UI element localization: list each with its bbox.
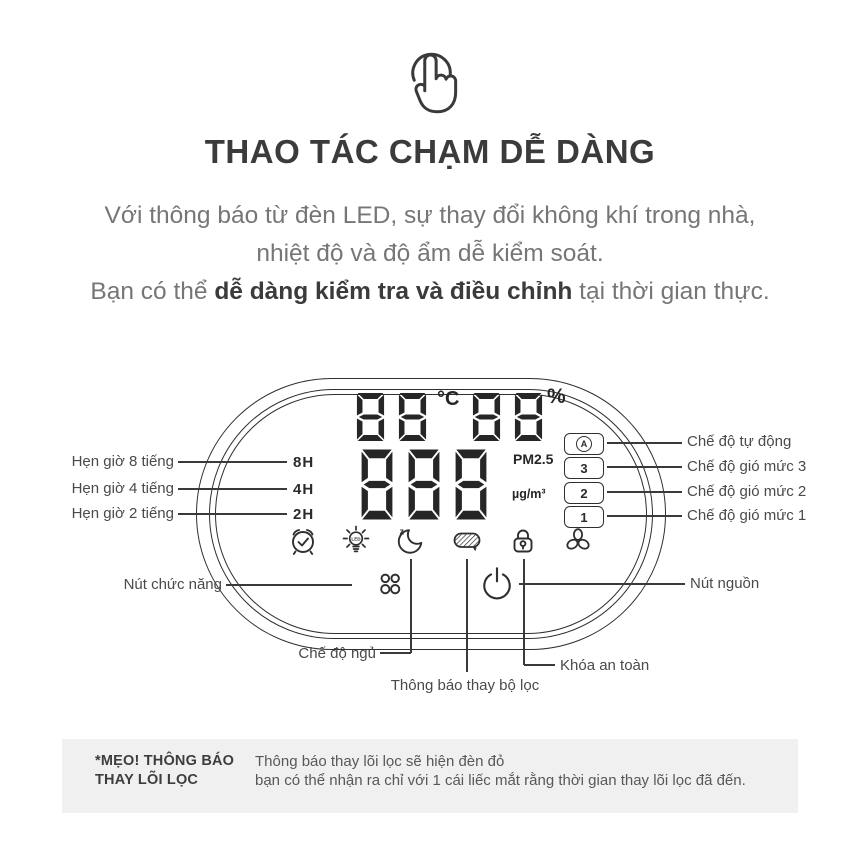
fan-speed-3-indicator: 3 <box>564 457 604 479</box>
callout-sleep-mode: Chế độ ngủ <box>298 645 376 662</box>
callout-auto-mode: Chế độ tự động <box>687 433 792 450</box>
leader-line-lock-vertical <box>523 559 525 665</box>
alarm-clock-icon <box>287 525 319 557</box>
leader-line-wind3 <box>607 466 682 468</box>
leader-line-auto <box>607 442 682 444</box>
callout-wind-2: Chế độ gió mức 2 <box>687 483 807 500</box>
leader-line-wind2 <box>607 491 682 493</box>
page-title: THAO TÁC CHẠM DỄ DÀNG <box>204 133 656 170</box>
temperature-display <box>352 392 431 442</box>
intro-bold-phrase: dễ dàng kiểm tra và điều chỉnh <box>214 278 573 305</box>
leader-line-wind1 <box>607 515 682 517</box>
callout-filter-notice: Thông báo thay bộ lọc <box>390 677 540 694</box>
leader-line-function <box>226 584 352 586</box>
intro-text <box>0 197 860 311</box>
auto-mode-letter: A <box>576 436 592 452</box>
timer-4h-indicator: 4H <box>293 481 315 498</box>
timer-2h-indicator: 2H <box>293 506 315 523</box>
tip-label-line-2: THAY LÕI LỌC <box>95 772 199 788</box>
leader-line-power <box>519 583 685 585</box>
callout-timer-8h: Hẹn giờ 8 tiếng <box>71 453 174 470</box>
leader-line-timer2 <box>178 513 287 515</box>
leader-line-filter-vertical <box>466 559 468 672</box>
pm25-label: PM2.5 <box>513 451 554 467</box>
callout-timer-4h: Hẹn giờ 4 tiếng <box>71 480 174 497</box>
svg-text:z: z <box>399 526 404 537</box>
safety-lock-icon <box>507 525 539 557</box>
callout-timer-2h: Hẹn giờ 2 tiếng <box>71 505 174 522</box>
callout-wind-1: Chế độ gió mức 1 <box>687 507 807 524</box>
callout-safety-lock: Khóa an toàn <box>560 657 650 674</box>
fan-speed-2-indicator: 2 <box>564 482 604 504</box>
timer-8h-indicator: 8H <box>293 454 315 471</box>
humidity-display <box>468 392 547 442</box>
tip-body-line-2: bạn có thể nhận ra chỉ với 1 cái liếc mắt rằng thời gian thay lõi lọc đã đến. <box>255 772 746 789</box>
intro-line-2: nhiệt độ và độ ẩm dễ kiểm soát. <box>256 240 604 267</box>
auto-mode-indicator <box>564 433 604 455</box>
pm-unit-label: µg/m³ <box>512 487 546 501</box>
callout-function-button: Nút chức năng <box>123 576 222 593</box>
callout-power-button: Nút nguồn <box>690 575 760 592</box>
leader-line-sleep-stub <box>380 652 411 654</box>
leader-line-timer8 <box>178 461 287 463</box>
power-button-icon <box>479 565 515 601</box>
tip-label-line-1: *MẸO! THÔNG BÁO <box>95 753 235 769</box>
tip-box <box>62 739 798 813</box>
filter-alert-icon <box>451 525 483 557</box>
tip-label <box>95 752 234 790</box>
tip-body <box>255 752 746 790</box>
pm-display <box>356 448 492 521</box>
leader-line-lock-stub <box>524 664 555 666</box>
temperature-unit-label: °C <box>437 388 460 410</box>
fan-icon <box>562 525 594 557</box>
svg-text:LED: LED <box>351 536 361 542</box>
humidity-unit-label: % <box>547 385 566 408</box>
touch-tap-icon <box>394 42 466 118</box>
callout-wind-3: Chế độ gió mức 3 <box>687 458 807 475</box>
leader-line-timer4 <box>178 488 287 490</box>
intro-line-1: Với thông báo từ đèn LED, sự thay đổi không khí trong nhà, <box>104 202 756 229</box>
leader-line-sleep-vertical <box>410 559 412 653</box>
intro-line-3: Bạn có thể dễ dàng kiểm tra và điều chỉnh tại thời gian thực. <box>90 278 770 305</box>
fan-speed-1-indicator: 1 <box>564 506 604 528</box>
tip-body-line-1: Thông báo thay lõi lọc sẽ hiện đèn đỏ <box>255 753 505 770</box>
sleep-moon-icon <box>394 525 426 557</box>
function-button-icon <box>375 569 405 599</box>
led-light-icon <box>340 525 372 557</box>
